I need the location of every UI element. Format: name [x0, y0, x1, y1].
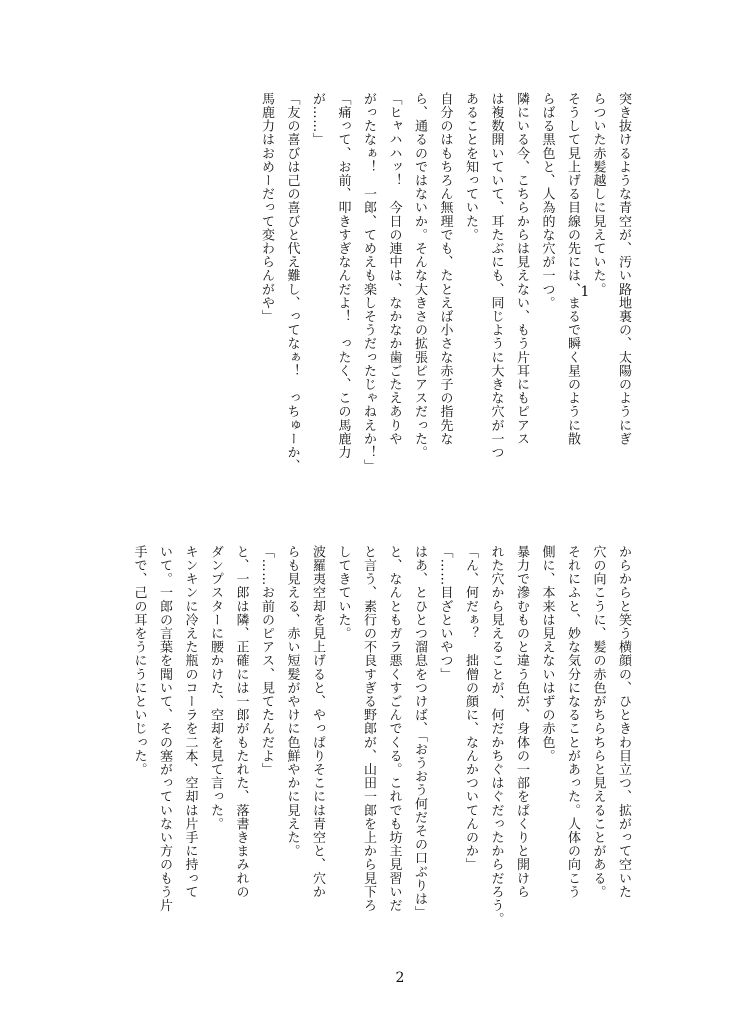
text-line: 「……お前のピアス、見てたんだよ」 — [259, 545, 274, 777]
text-line: それにふと、妙な気分になることがあった。人体の向こう — [565, 545, 580, 899]
text-line: がったなぁ！ 一郎、てめえも楽しそうだったじゃねえか！」 — [361, 92, 376, 473]
text-line: そうして見上げる目線の先には、まるで瞬く星のように散 — [565, 92, 580, 446]
text-line: キンキンに冷えた瓶のコーラを二本、空却は片手に持って — [182, 545, 198, 899]
text-line: は複数開いていて、耳たぶにも、同じように大きな穴が一つ — [488, 92, 504, 460]
text-line: あることを知っていた。 — [463, 92, 478, 242]
text-line: が……」 — [310, 92, 325, 147]
text-line: 「友の喜びは己の喜びと代え難し、ってなぁ！ っちゅーか、 — [284, 92, 300, 473]
page-number: 2 — [395, 970, 405, 986]
text-line: と、なんともガラ悪くすごんでくる。これでも坊主見習いだ — [386, 545, 402, 913]
text-line: らも見える、赤い短髪がやけに色鮮やかに見えた。 — [284, 545, 300, 858]
text-line: してきていた。 — [335, 545, 351, 641]
text-line: 波羅夷空却を見上げると、やっぱりそこには青空と、穴か — [310, 545, 325, 899]
text-line: 突き抜けるような青空が、汚い路地裏の、太陽のようにぎ — [616, 92, 631, 446]
text-line: ダンプスターに腰かけた、空却を見て言った。 — [208, 545, 223, 831]
text-line: と言う、素行の不良すぎる野郎が、山田一郎を上から見下ろ — [361, 545, 376, 913]
lower-text-block — [96, 545, 636, 945]
text-line: 隣にいる今、こちらからは見えない、もう片耳にもピアス — [514, 92, 529, 446]
text-line: 「ヒャハハッ！ 今日の連中は、なかなか歯ごたえありや — [386, 92, 402, 446]
text-line: 「……目ざといやつ」 — [437, 545, 453, 681]
text-line: らばる黒色と、人為的な穴が一つ。 — [539, 92, 555, 310]
text-line: 側に、本来は見えないはずの赤色。 — [539, 545, 555, 763]
text-line: 「ん、何だぁ？ 拙僧の顔に、なんかついてんのか」 — [463, 545, 478, 872]
text-line: 穴の向こうに、髪の赤色がちらちらと見えることがある。 — [590, 545, 606, 899]
text-line: 「痛って、お前、叩きすぎなんだよ！ ったく、この馬鹿力 — [335, 92, 351, 460]
text-line: 馬鹿力はおめーだって変わらんがや」 — [259, 92, 274, 324]
text-line: 手で、己の耳をうにうにといじった。 — [131, 545, 147, 777]
text-line: 暴力で滲むものと違う色が、身体の一部をぱくりと開けら — [514, 545, 529, 899]
text-line: と、一郎は隣、正確には一郎がもたれた、落書きまみれの — [233, 545, 249, 899]
text-line: はあ、とひとつ溜息をつけば、「おうおう何だその口ぶりは」 — [412, 545, 427, 920]
page-number: 1 — [580, 284, 590, 300]
text-line: からからと笑う横顔の、ひときわ目立つ、拡がって空いた — [616, 545, 631, 899]
text-line: いて。一郎の言葉を聞いて、その塞がっていない方のもう片 — [157, 545, 172, 913]
text-line: れた穴から見えることが、何だかちぐはぐだったからだろう。 — [488, 545, 504, 926]
text-line: らついた赤髪越しに見えていた。 — [590, 92, 606, 296]
text-line: 自分のはもちろん無理でも、たとえば小さな赤子の指先な — [437, 92, 453, 446]
text-line: ら、通るのではないか。そんな大きさの拡張ピアスだった。 — [412, 92, 427, 460]
upper-text-block — [186, 92, 636, 512]
